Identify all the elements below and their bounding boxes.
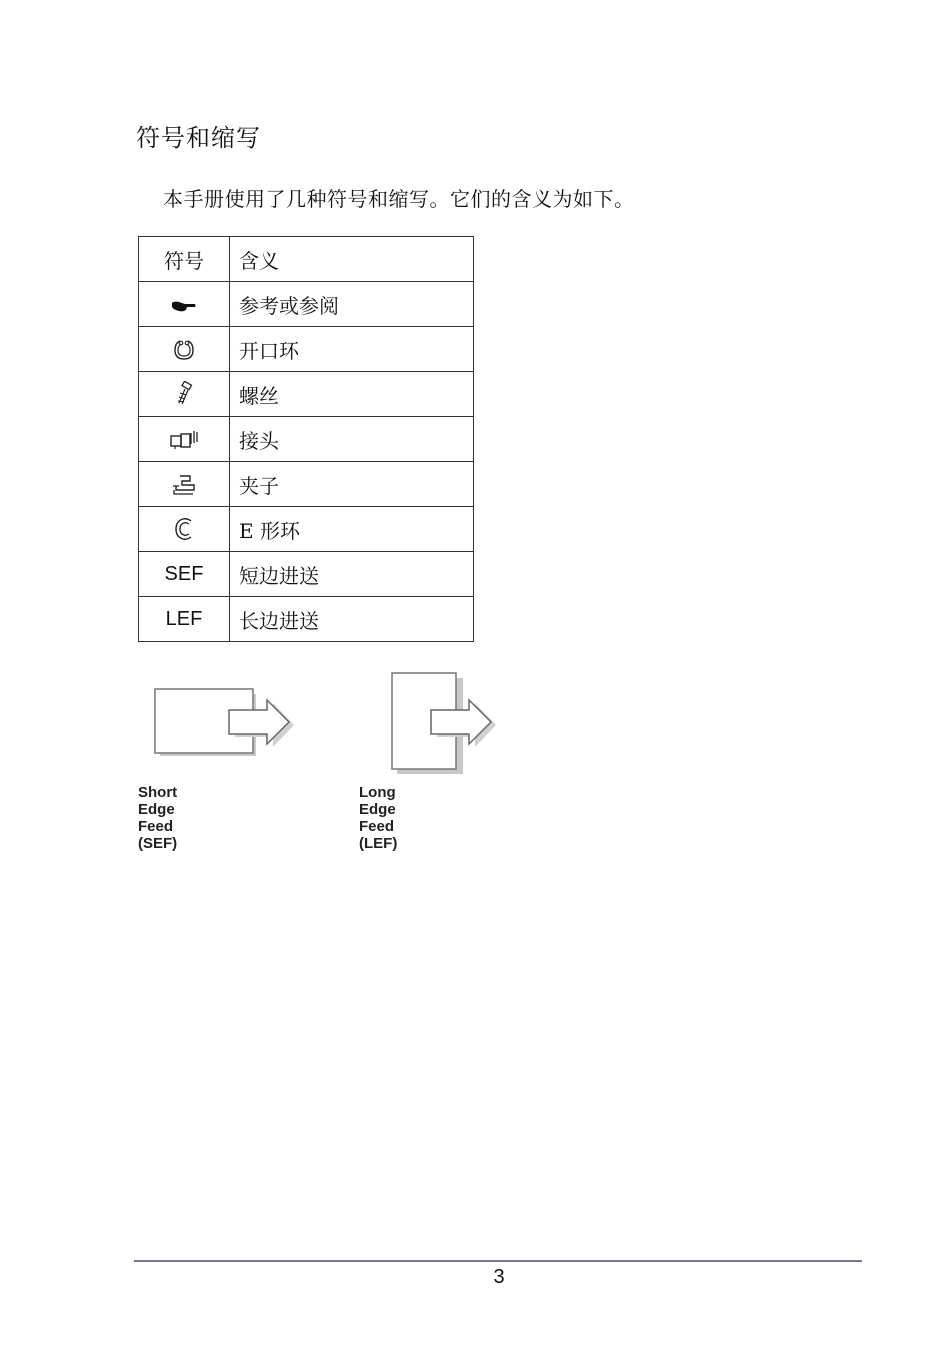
table-row (139, 282, 474, 327)
meaning-cell: 夹子 (230, 462, 474, 507)
table-row (139, 372, 474, 417)
symbol-text-cell: SEF (139, 552, 230, 597)
sef-illustration (155, 689, 294, 756)
symbols-table (138, 236, 474, 642)
lef-caption: Long Edge Feed (LEF) (359, 784, 398, 852)
open-ring-icon (172, 338, 196, 362)
feed-diagram-graphic (136, 666, 546, 776)
meaning-cell: 长边进送 (230, 597, 474, 642)
footer-divider (134, 1260, 862, 1262)
clamp-icon (171, 474, 197, 496)
symbol-text-cell: LEF (139, 597, 230, 642)
table-row (139, 462, 474, 507)
header-meaning: 含义 (230, 237, 474, 282)
sef-caption: Short Edge Feed (SEF) (138, 784, 178, 852)
meaning-cell: E 形环 (230, 507, 474, 552)
page-number: 3 (493, 1266, 505, 1288)
meaning-cell: 接头 (230, 417, 474, 462)
e-ring-icon (173, 516, 195, 542)
table-row (139, 552, 474, 597)
screw-icon (174, 381, 194, 407)
meaning-cell: 螺丝 (230, 372, 474, 417)
pointing-hand-icon (171, 299, 197, 313)
lef-illustration (392, 673, 496, 774)
meaning-cell: 参考或参阅 (230, 282, 474, 327)
table-row (139, 327, 474, 372)
intro-paragraph: 本手册使用了几种符号和缩写。它们的含义为如下。 (163, 187, 635, 211)
connector-icon (169, 429, 199, 451)
section-heading: 符号和缩写 (136, 124, 261, 152)
table-row (139, 417, 474, 462)
meaning-cell: 开口环 (230, 327, 474, 372)
meaning-cell: 短边进送 (230, 552, 474, 597)
table-header-row (139, 237, 474, 282)
header-symbol: 符号 (139, 237, 230, 282)
table-row (139, 507, 474, 552)
table-row (139, 597, 474, 642)
